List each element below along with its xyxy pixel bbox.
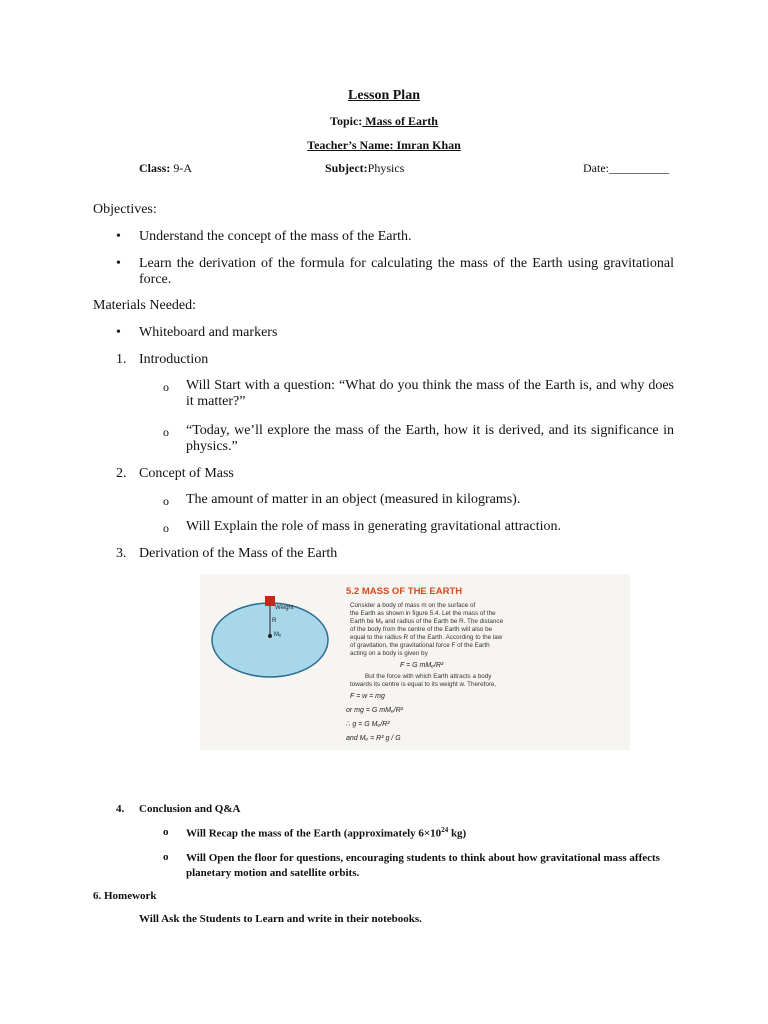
topic-line	[0, 114, 768, 129]
subject-field	[325, 161, 404, 176]
textbook-figure	[200, 574, 630, 750]
earth-centre	[268, 634, 272, 638]
step-number: 2.	[116, 466, 127, 481]
class-value: 9-A	[170, 161, 193, 175]
figure-heading: 5.2 MASS OF THE EARTH	[346, 586, 463, 597]
sub-item: Will Explain the role of mass in generating gravitational attraction.	[186, 519, 561, 534]
sub-item: Will Start with a question: “What do you think the mass of the Earth is, and why does it matter?”	[186, 378, 674, 409]
figure-text-line: the Earth as shown in figure 5.4. Let the mass of the	[350, 610, 496, 617]
mass-label: Mₑ	[274, 632, 282, 638]
figure-text-line: Consider a body of mass m on the surface of	[350, 602, 476, 609]
figure-text-line: equal to the radius R of the Earth. According to the law	[350, 634, 503, 641]
equation-2: F = w = mg	[350, 693, 385, 700]
recap-exponent: 24	[441, 826, 449, 834]
bullet-icon: •	[116, 325, 121, 340]
topic-value: Mass of Earth	[362, 114, 438, 128]
page-title: Lesson Plan	[348, 88, 420, 103]
topic-label: Topic:	[330, 114, 363, 128]
homework-text: Will Ask the Students to Learn and write in their notebooks.	[139, 913, 422, 925]
class-field	[139, 161, 192, 176]
sub-bullet-icon: o	[163, 425, 169, 439]
objectives-heading: Objectives:	[93, 202, 157, 217]
sub-bullet-icon: o	[163, 380, 169, 394]
equation-1: F = G mMₑ/R²	[400, 662, 444, 669]
weight-label: Weight	[275, 605, 294, 611]
equation-3: or mg = G mMₑ/R²	[346, 707, 403, 714]
date-field	[583, 161, 669, 176]
equation-4: ∴ g = G Mₑ/R²	[346, 721, 390, 728]
recap-unit: kg)	[448, 827, 467, 840]
sub-bullet-icon: o	[163, 826, 169, 838]
figure-text-line: towards its centre is equal to its weight w. Therefore,	[350, 681, 497, 688]
class-label: Class:	[139, 161, 171, 175]
sub-bullet-icon: o	[163, 851, 169, 863]
recap-text: Will Recap the mass of the Earth (approximately 6×10	[186, 827, 442, 840]
sub-item: The amount of matter in an object (measured in kilograms).	[186, 492, 521, 507]
homework-heading: 6. Homework	[93, 890, 157, 902]
sub-bullet-icon: o	[163, 521, 169, 535]
date-value: __________	[609, 161, 669, 175]
figure-text-line: Earth be Mₑ and radius of the Earth be R. The distance	[350, 618, 504, 625]
equation-5: and Mₑ = R² g / G	[346, 735, 401, 742]
objective-item: Understand the concept of the mass of the Earth.	[139, 229, 412, 244]
figure-text-line: acting on a body is given by	[350, 650, 428, 657]
step-title: Derivation of the Mass of the Earth	[139, 546, 338, 561]
bullet-icon: •	[116, 256, 121, 271]
date-label: Date:	[583, 161, 609, 175]
bullet-icon: •	[116, 229, 121, 244]
step-number: 4.	[116, 803, 125, 815]
radius-label: R	[272, 618, 277, 624]
teacher-name: Teacher’s Name: Imran Khan	[307, 138, 461, 152]
figure-text-line: of gravitation, the gravitational force F of the Earth	[350, 642, 490, 649]
material-item: Whiteboard and markers	[139, 325, 278, 340]
step-number: 3.	[116, 546, 127, 561]
step-title: Conclusion and Q&A	[139, 803, 241, 815]
step-number: 1.	[116, 352, 127, 367]
questions-item: Will Open the floor for questions, encouraging students to think about how gravitational mass affects planetary motion and satellite orbits.	[186, 852, 660, 879]
figure-text-line: But the force with which Earth attracts a body	[365, 673, 492, 680]
materials-heading: Materials Needed:	[93, 298, 197, 313]
sub-bullet-icon: o	[163, 494, 169, 508]
body-on-surface	[265, 596, 275, 606]
step-title: Introduction	[139, 352, 209, 367]
objective-item: Learn the derivation of the formula for calculating the mass of the Earth using gravitational force.	[139, 256, 674, 287]
figure-svg	[200, 574, 630, 750]
sub-item: “Today, we’ll explore the mass of the Earth, how it is derived, and its significance in physics.”	[186, 423, 674, 454]
step-title: Concept of Mass	[139, 466, 234, 481]
subject-label: Subject:	[325, 161, 368, 175]
subject-value: Physics	[367, 161, 405, 175]
recap-item	[186, 826, 466, 840]
figure-text-line: of the body from the centre of the Earth will also be	[350, 626, 493, 633]
